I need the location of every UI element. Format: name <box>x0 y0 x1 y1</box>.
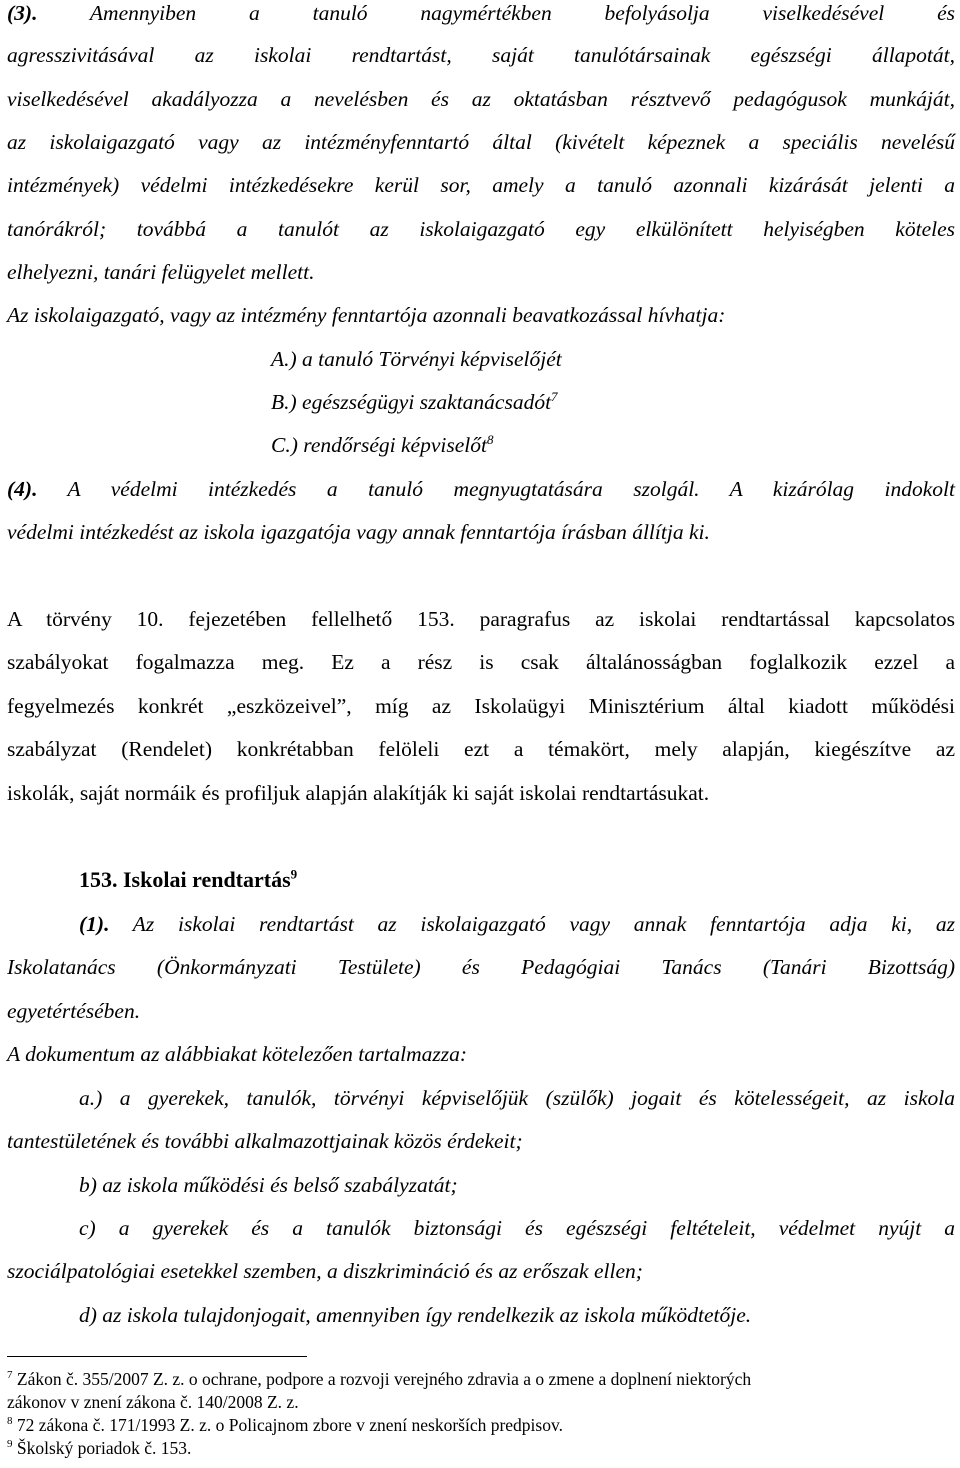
footnote-8-number: 8 <box>7 1415 13 1428</box>
para1-number: (1). <box>79 912 110 936</box>
item-a-line-2: tantestületének és további alkalmazottjainak közös érdekeit; <box>7 1129 523 1153</box>
footnote-9-text: Školský poriadok č. 153. <box>16 1438 192 1458</box>
footnote-7-number: 7 <box>7 1369 13 1382</box>
para1-line-1 <box>79 910 955 938</box>
body-line-2: szabályokat fogalmazza meg. Ez a rész is csak általánosságban foglalkozik ezzel a <box>7 650 955 674</box>
para4-number: (4). <box>7 477 38 501</box>
para3-line-3: viselkedésével akadályozza a nevelésben és az oktatásban résztvevő pedagógusok munkáját, <box>7 87 955 111</box>
option-a-text: A.) a tanuló Törvényi képviselőjét <box>271 347 562 371</box>
item-c-line-1: c) a gyerekek és a tanulók biztonsági és egészségi feltételeit, védelmet nyújt a <box>79 1216 955 1240</box>
para4-line-1 <box>7 475 955 503</box>
footnote-7-line-2: zákonov v znení zákona č. 140/2008 Z. z. <box>7 1392 299 1412</box>
footnote-9 <box>7 1437 947 1459</box>
option-c <box>271 431 871 459</box>
body-line-1: A törvény 10. fejezetében fellelhető 153. paragrafus az iskolai rendtartással kapcsolatos <box>7 607 955 631</box>
body-line-5: iskolák, saját normáik és profiljuk alapján alakítják ki saját iskolai rendtartásukat. <box>7 781 710 805</box>
para1-line-3: egyetértésében. <box>7 999 141 1023</box>
contents-intro: A dokumentum az alábbiakat kötelezően tartalmazza: <box>7 1042 468 1066</box>
para3-text-1: Amennyiben a tanuló nagymértékben befolyásolja viselkedésével és <box>89 1 955 25</box>
intervention-intro: Az iskolaigazgató, vagy az intézmény fenntartója azonnali beavatkozással hívhatja: <box>7 303 726 327</box>
body-line-3: fegyelmezés konkrét „eszközeivel”, míg az Iskolaügyi Minisztérium által kiadott működési <box>7 694 955 718</box>
para3-number: (3). <box>7 1 38 25</box>
section-title: 153. Iskolai rendtartás <box>79 867 291 892</box>
footnote-7-text-1: Zákon č. 355/2007 Z. z. o ochrane, podpore a rozvoji verejného zdravia a o zmene a doplnení niektorých <box>16 1369 752 1389</box>
para3-line-4: az iskolaigazgató vagy az intézményfenntartó által (kivételt képeznek a speciális nevelésű <box>7 130 955 154</box>
footnote-8 <box>7 1414 947 1436</box>
footnote-8-text: 72 zákona č. 171/1993 Z. z. o Policajnom zbore v znení neskorších predpisov. <box>16 1415 563 1435</box>
para3-line-7: elhelyezni, tanári felügyelet mellett. <box>7 260 315 284</box>
para1-text-1: Az iskolai rendtartást az iskolaigazgató vagy annak fenntartója adja ki, az <box>132 912 955 936</box>
footnote-ref-7[interactable]: 7 <box>551 388 558 404</box>
para3-line-2: agresszivitásával az iskolai rendtartást, saját tanulótársainak egészségi állapotát, <box>7 43 955 67</box>
footnote-divider <box>7 1356 307 1357</box>
item-b: b) az iskola működési és belső szabályzatát; <box>79 1173 458 1197</box>
footnote-ref-9[interactable]: 9 <box>290 866 298 882</box>
option-b-text: B.) egészségügyi szaktanácsadót <box>271 390 552 414</box>
para4-text-1: A védelmi intézkedés a tanuló megnyugtatására szolgál. A kizárólag indokolt <box>67 477 955 501</box>
para3-line-6: tanórákról; továbbá a tanulót az iskolaigazgató egy elkülönített helyiségben köteles <box>7 217 955 241</box>
item-d: d) az iskola tulajdonjogait, amennyiben így rendelkezik az iskola működtetője. <box>79 1303 752 1327</box>
footnote-7 <box>7 1368 947 1390</box>
option-a <box>271 345 871 373</box>
para3-line-1 <box>7 0 955 27</box>
para3-line-5: intézmények) védelmi intézkedésekre kerül sor, amely a tanuló azonnali kizárását jelenti a <box>7 173 955 197</box>
footnote-ref-8[interactable]: 8 <box>486 431 494 447</box>
item-a-line-1: a.) a gyerekek, tanulók, törvényi képviselőjük (szülők) jogait és kötelességeit, az iskola <box>79 1086 955 1110</box>
option-c-text: C.) rendőrségi képviselőt <box>271 433 487 457</box>
body-line-4: szabályzat (Rendelet) konkrétabban felöleli ezt a témakört, mely alapján, kiegészítve az <box>7 737 955 761</box>
item-c-line-2: szociálpatológiai esetekkel szemben, a diszkrimináció és az erőszak ellen; <box>7 1259 643 1283</box>
section-heading <box>79 866 960 894</box>
para1-line-2: Iskolatanács (Önkormányzati Testülete) és Pedagógiai Tanács (Tanári Bizottság) <box>7 955 955 979</box>
option-b <box>271 388 871 416</box>
footnote-9-number: 9 <box>7 1438 13 1451</box>
para4-line-2: védelmi intézkedést az iskola igazgatója vagy annak fenntartója írásban állítja ki. <box>7 520 710 544</box>
